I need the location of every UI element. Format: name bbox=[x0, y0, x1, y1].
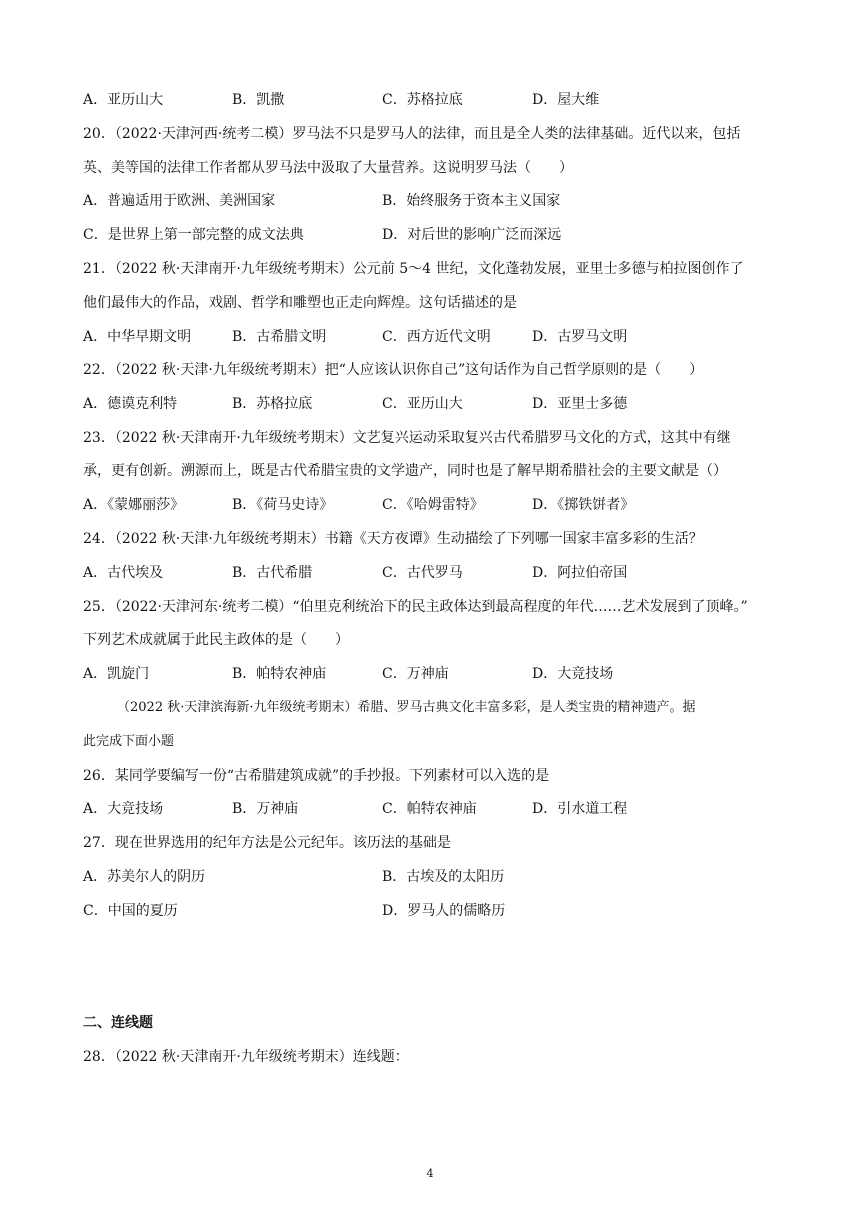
q19-option-b: B．凯撒 bbox=[232, 92, 285, 108]
q27-option-d: D．罗马人的儒略历 bbox=[382, 903, 506, 919]
q23-option-d: D．《掷铁饼者》 bbox=[532, 497, 635, 513]
q27-option-c: C．中国的夏历 bbox=[83, 903, 178, 919]
q23-stem-line1: 23．（2022 秋·天津南开·九年级统考期末）文艺复兴运动采取复兴古代希腊罗马文化的方式，这其中有继 bbox=[83, 430, 731, 446]
q27-option-a: A．苏美尔人的阴历 bbox=[83, 869, 206, 885]
material-line1: （2022 秋·天津滨海新·九年级统考期末）希腊、罗马古典文化丰富多彩，是人类宝贵的精神遗产。据 bbox=[117, 700, 696, 715]
q25-option-d: D．大竞技场 bbox=[532, 666, 614, 682]
q22-option-b: B．苏格拉底 bbox=[232, 396, 313, 412]
q24-option-d: D．阿拉伯帝国 bbox=[532, 565, 628, 581]
q21-option-b: B．古希腊文明 bbox=[232, 329, 327, 345]
q25-option-a: A．凯旋门 bbox=[83, 666, 150, 682]
q26-option-a: A．大竞技场 bbox=[83, 801, 164, 817]
q22-option-d: D．亚里士多德 bbox=[532, 396, 628, 412]
q26-option-b: B．万神庙 bbox=[232, 801, 299, 817]
q20-option-d: D．对后世的影响广泛而深远 bbox=[382, 227, 562, 243]
q20-stem-line1: 20．（2022·天津河西·统考二模）罗马法不只是罗马人的法律，而且是全人类的法律基础。近代以来，包括 bbox=[83, 126, 741, 142]
q22-stem-line1: 22．（2022 秋·天津·九年级统考期末）把“人应该认识你自己”这句话作为自己哲学原则的是（ ） bbox=[83, 362, 704, 378]
q20-stem-line2: 英、美等国的法律工作者都从罗马法中汲取了大量营养。这说明罗马法（ ） bbox=[83, 160, 573, 176]
q19-option-a: A．亚历山大 bbox=[83, 92, 164, 108]
q19-option-d: D．屋大维 bbox=[532, 92, 600, 108]
q23-option-b: B．《荷马史诗》 bbox=[232, 497, 334, 513]
q21-stem-line1: 21．（2022 秋·天津南开·九年级统考期末）公元前 5～4 世纪，文化蓬勃发展，亚里士多德与柏拉图创作了 bbox=[83, 261, 744, 277]
q23-option-c: C．《哈姆雷特》 bbox=[382, 497, 484, 513]
q21-option-d: D．古罗马文明 bbox=[532, 329, 628, 345]
q21-stem-line2: 他们最伟大的作品，戏剧、哲学和雕塑也正走向辉煌。这句话描述的是 bbox=[83, 295, 517, 311]
q27-option-b: B．古埃及的太阳历 bbox=[382, 869, 505, 885]
q26-option-d: D．引水道工程 bbox=[532, 801, 628, 817]
q20-option-b: B．始终服务于资本主义国家 bbox=[382, 193, 561, 209]
q26-option-c: C．帕特农神庙 bbox=[382, 801, 477, 817]
q23-option-a: A．《蒙娜丽莎》 bbox=[83, 497, 185, 513]
q19-option-c: C．苏格拉底 bbox=[382, 92, 463, 108]
q25-option-c: C．万神庙 bbox=[382, 666, 449, 682]
q25-stem-line1: 25．（2022·天津河东·统考二模）“伯里克利统治下的民主政体达到最高程度的年代……艺术发展到了顶峰。” bbox=[83, 599, 748, 615]
q21-option-a: A．中华早期文明 bbox=[83, 329, 192, 345]
q22-option-a: A．德谟克利特 bbox=[83, 396, 178, 412]
q20-option-c: C．是世界上第一部完整的成文法典 bbox=[83, 227, 304, 243]
section-heading: 二、连线题 bbox=[83, 1015, 153, 1031]
q22-option-c: C．亚历山大 bbox=[382, 396, 463, 412]
q20-option-a: A．普遍适用于欧洲、美洲国家 bbox=[83, 193, 276, 209]
q28-stem-line1: 28．（2022 秋·天津南开·九年级统考期末）连线题： bbox=[83, 1049, 409, 1065]
q27-stem-line1: 27．现在世界选用的纪年方法是公元纪年。该历法的基础是 bbox=[83, 835, 451, 851]
q24-option-b: B．古代希腊 bbox=[232, 565, 313, 581]
q25-stem-line2: 下列艺术成就属于此民主政体的是（ ） bbox=[83, 632, 349, 648]
q23-stem-line2: 承，更有创新。溯源而上，既是古代希腊宝贵的文学遗产，同时也是了解早期希腊社会的主要文献是（） bbox=[83, 463, 727, 479]
q25-option-b: B．帕特农神庙 bbox=[232, 666, 327, 682]
page-number: 4 bbox=[426, 1167, 434, 1180]
material-line2: 此完成下面小题 bbox=[83, 734, 175, 749]
q24-option-c: C．古代罗马 bbox=[382, 565, 463, 581]
q24-stem-line1: 24．（2022 秋·天津·九年级统考期末）书籍《天方夜谭》生动描绘了下列哪一国家丰富多彩的生活？ bbox=[83, 531, 703, 547]
q24-option-a: A．古代埃及 bbox=[83, 565, 164, 581]
q21-option-c: C．西方近代文明 bbox=[382, 329, 491, 345]
q26-stem-line1: 26．某同学要编写一份“古希腊建筑成就”的手抄报。下列素材可以入选的是 bbox=[83, 768, 550, 784]
